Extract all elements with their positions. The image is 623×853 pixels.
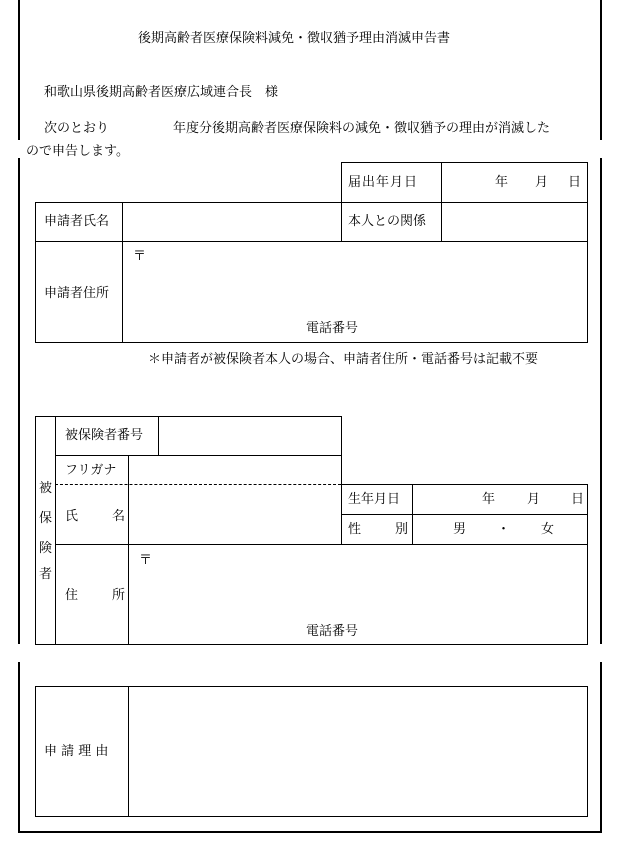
name-label-2: 名	[112, 509, 126, 524]
note-text: ＊申請者が被保険者本人の場合、申請者住所・電話番号は記載不要	[148, 352, 539, 367]
insured-side-label-1: 被	[39, 481, 53, 496]
applicant-phone-label: 電話番号	[306, 321, 359, 336]
furigana-label: フリガナ	[65, 463, 117, 478]
birth-day: 日	[571, 492, 585, 507]
reason-label: 申 請 理 由	[44, 744, 109, 759]
birth-month: 月	[527, 492, 541, 507]
intro-prefix: 次のとおり	[44, 121, 110, 136]
intro-text-line2: ので申告します。	[26, 144, 129, 159]
addressee: 和歌山県後期高齢者医療広域連合長 様	[44, 85, 279, 100]
sex-male-option[interactable]: 男	[453, 522, 467, 537]
relationship-label: 本人との関係	[348, 214, 427, 229]
insured-number-field[interactable]	[159, 417, 341, 455]
filing-date-day: 日	[568, 175, 582, 190]
sex-label-2: 別	[395, 522, 409, 537]
insured-postal-mark: 〒	[139, 553, 153, 568]
applicant-name-field[interactable]	[123, 203, 341, 241]
sex-female-option[interactable]: 女	[541, 522, 555, 537]
insured-phone-label: 電話番号	[306, 624, 359, 639]
filing-date-label: 届出年月日	[348, 175, 419, 190]
relationship-field[interactable]	[442, 203, 587, 241]
insured-side-label-2: 保	[39, 511, 53, 526]
insured-side-label-4: 者	[39, 567, 53, 582]
name-field[interactable]	[129, 485, 341, 544]
birth-year: 年	[482, 492, 496, 507]
sex-separator: ・	[497, 522, 511, 537]
address-label-2: 所	[112, 588, 126, 603]
reason-field[interactable]	[129, 687, 587, 816]
form-title: 後期高齢者医療保険料減免・徴収猶予理由消滅申告書	[138, 31, 451, 46]
name-label-1: 氏	[65, 509, 79, 524]
postal-mark: 〒	[133, 249, 147, 264]
applicant-address-label: 申請者住所	[44, 286, 110, 301]
filing-date-field[interactable]	[442, 163, 587, 201]
applicant-name-label: 申請者氏名	[44, 214, 110, 229]
intro-text: 年度分後期高齢者医療保険料の減免・徴収猶予の理由が消滅した	[173, 121, 551, 136]
filing-date-year: 年	[495, 175, 509, 190]
insured-side-label-3: 険	[39, 541, 53, 556]
birth-date-field[interactable]	[413, 485, 587, 514]
insured-number-label: 被保険者番号	[65, 428, 144, 443]
address-label-1: 住	[65, 588, 79, 603]
birth-date-label: 生年月日	[348, 492, 401, 507]
sex-label-1: 性	[348, 522, 362, 537]
filing-date-month: 月	[535, 175, 549, 190]
furigana-field[interactable]	[129, 456, 341, 484]
